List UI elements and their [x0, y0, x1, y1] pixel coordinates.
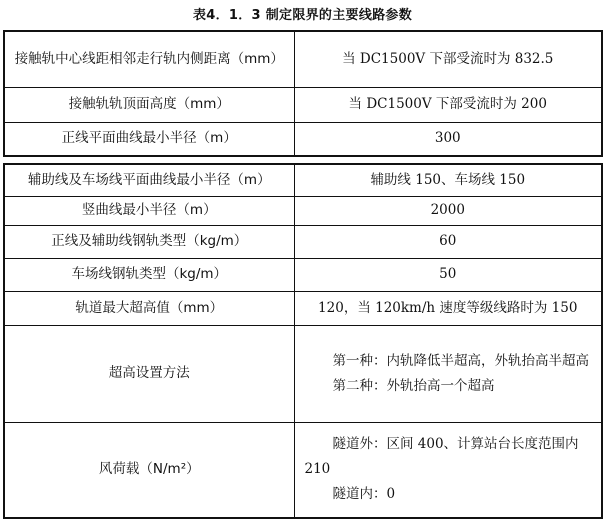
value-cell: 60 — [294, 225, 602, 258]
table-row — [4, 225, 602, 258]
table-row — [4, 164, 602, 196]
value-cell — [294, 422, 602, 518]
param-cell — [4, 31, 294, 87]
table-row — [4, 325, 602, 422]
table-row — [4, 291, 602, 325]
value-cell: 辅助线 150、车场线 150 — [294, 164, 602, 196]
table-caption: 表4．1．3 制定限界的主要线路参数 — [192, 8, 413, 23]
table-row — [4, 258, 602, 291]
param-cell: 车场线钢轨类型（kg/m） — [4, 258, 294, 291]
value-line: 第二种：外轨抬高一个超高 — [332, 377, 495, 394]
param-cell: 竖曲线最小半径（m） — [4, 196, 294, 225]
value-line: 第一种：内轨降低半超高，外轨抬高半超高 — [332, 352, 589, 369]
param-cell: 正线及辅助线钢轨类型（kg/m） — [4, 225, 294, 258]
value-cell — [294, 325, 602, 422]
parameters-table-bottom — [3, 163, 603, 519]
parameters-table-top — [3, 30, 603, 157]
param-cell: 接触轨轨顶面高度（mm） — [4, 87, 294, 122]
value-cell: 当 DC1500V 下部受流时为 200 — [294, 87, 602, 122]
param-cell: 正线平面曲线最小半径（m） — [4, 122, 294, 156]
value-cell: 50 — [294, 258, 602, 291]
table-row — [4, 87, 602, 122]
value-cell: 2000 — [294, 196, 602, 225]
param-cell: 超高设置方法 — [4, 325, 294, 422]
table-row — [4, 122, 602, 156]
param-cell: 轨道最大超高值（mm） — [4, 291, 294, 325]
table-row — [4, 422, 602, 518]
value-line: 隧道外：区间 400、计算站台长度范围内 210 — [304, 436, 579, 478]
value-cell: 120，当 120km/h 速度等级线路时为 150 — [294, 291, 602, 325]
param-label: 接触轨中心线距相邻走行轨内侧距离（mm） — [14, 51, 284, 68]
table-row — [4, 196, 602, 225]
param-cell: 辅助线及车场线平面曲线最小半径（m） — [4, 164, 294, 196]
value-line: 隧道内：0 — [332, 486, 396, 503]
table-row — [4, 31, 602, 87]
value-cell: 当 DC1500V 下部受流时为 832.5 — [294, 31, 602, 87]
param-cell: 风荷载（N/m²） — [4, 422, 294, 518]
value-cell: 300 — [294, 122, 602, 156]
